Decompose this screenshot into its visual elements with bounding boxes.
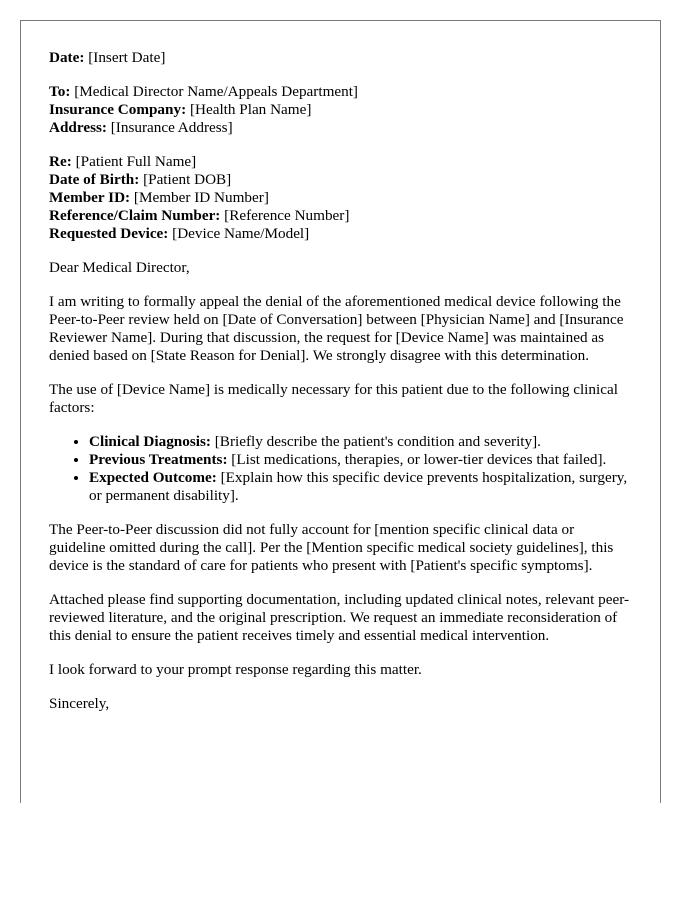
member-line	[49, 189, 634, 207]
re-label: Re:	[49, 153, 72, 170]
list-item	[89, 433, 634, 451]
company-value: [Health Plan Name]	[189, 101, 312, 118]
factor-label: Previous Treatments:	[89, 451, 228, 468]
device-value: [Device Name/Model]	[172, 225, 310, 242]
date-value: [Insert Date]	[88, 49, 166, 66]
closing: Sincerely,	[49, 695, 110, 712]
factor-text: [Briefly describe the patient's condition and severity].	[214, 433, 541, 450]
factor-text: [Explain how this specific device prevents hospitalization, surgery, or permanent disability].	[89, 469, 628, 504]
paragraph-peer-discussion: The Peer-to-Peer discussion did not fully account for [mention specific clinical data or guideline omitted during the call]. Per the [Mention specific medical society guidelines], this device is the standard of care for patients who present with [Patient's specific symptoms].	[49, 521, 614, 574]
reference-block	[49, 153, 634, 243]
factor-label: Expected Outcome:	[89, 469, 217, 486]
factor-label: Clinical Diagnosis:	[89, 433, 211, 450]
member-value: [Member ID Number]	[133, 189, 269, 206]
claim-line	[49, 207, 634, 225]
recipient-block	[49, 83, 634, 137]
to-label: To:	[49, 83, 71, 100]
paragraph-necessity: The use of [Device Name] is medically necessary for this patient due to the following clinical factors:	[49, 381, 618, 416]
date-block	[49, 49, 634, 67]
paragraph-followup: I look forward to your prompt response regarding this matter.	[49, 661, 422, 678]
list-item	[89, 469, 634, 505]
clinical-factors-list	[49, 433, 634, 505]
claim-label: Reference/Claim Number:	[49, 207, 221, 224]
dob-value: [Patient DOB]	[143, 171, 232, 188]
letter-page	[20, 20, 661, 803]
device-label: Requested Device:	[49, 225, 169, 242]
paragraph-appeal: I am writing to formally appeal the denial of the aforementioned medical device following the Peer-to-Peer review held on [Date of Conversation] between [Physician Name] and [Insurance Reviewer Name]. During that discussion, the request for [Device Name] was maintained as denied based on [State Reason for Denial]. We strongly disagree with this determination.	[49, 293, 624, 364]
factor-text: [List medications, therapies, or lower-tier devices that failed].	[231, 451, 607, 468]
re-line	[49, 153, 634, 171]
device-line	[49, 225, 634, 243]
address-line	[49, 119, 634, 137]
paragraph-attachments: Attached please find supporting documentation, including updated clinical notes, relevant peer-reviewed literature, and the original prescription. We request an immediate reconsideration of this denial to ensure the patient receives timely and essential medical intervention.	[49, 591, 630, 644]
company-line	[49, 101, 634, 119]
address-label: Address:	[49, 119, 107, 136]
list-item	[89, 451, 634, 469]
date-line	[49, 49, 634, 67]
to-value: [Medical Director Name/Appeals Department]	[74, 83, 358, 100]
to-line	[49, 83, 634, 101]
date-label: Date:	[49, 49, 85, 66]
claim-value: [Reference Number]	[224, 207, 350, 224]
dob-line	[49, 171, 634, 189]
salutation: Dear Medical Director,	[49, 259, 190, 276]
company-label: Insurance Company:	[49, 101, 187, 118]
letter-content	[49, 49, 634, 729]
address-value: [Insurance Address]	[110, 119, 233, 136]
member-label: Member ID:	[49, 189, 131, 206]
re-value: [Patient Full Name]	[75, 153, 197, 170]
dob-label: Date of Birth:	[49, 171, 140, 188]
